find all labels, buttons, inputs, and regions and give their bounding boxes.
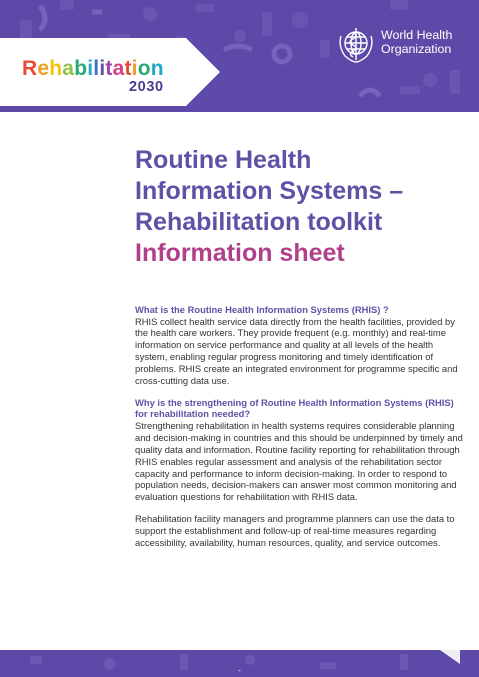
who-logo-text (381, 28, 452, 56)
footer-banner (0, 650, 479, 677)
logo-letter: h (49, 57, 63, 80)
rehabilitation-2030-logo-year: 2030 (129, 79, 164, 95)
rehabilitation-2030-logo (22, 58, 164, 79)
section-text-why-strengthen: Strengthening rehabilitation in health systems requires considerable planning and decision-making in countries and this should be underpinned by timely and quality data and information. Routine facility reporting for rehabilitation through RHIS enables regular assessment and analysis of the rehabilitation sector capacity and performance to inform decision-making. In order to respond to population needs, decision-makers can answer most common monitoring and evaluation questions for rehabilitation with RHIS data. (135, 419, 463, 503)
spacer (135, 387, 465, 397)
section-heading-why-strengthen: Why is the strengthening of Routine Health Information Systems (RHIS) for rehabilitation needed? (135, 396, 454, 420)
logo-letter: i (131, 57, 138, 80)
logo-letter: R (22, 57, 38, 80)
document-title (135, 145, 465, 269)
section-text-what-is-rhis: RHIS collect health service data directly from the health facilities, provided by the health care workers. They provide frequent (e.g. monthly) and real-time information on service performance and quality at all levels of the health system, enabling regular progress monitoring and timely identification of problems. RHIS create an integrated environment for programme specific and cross-cutting data use. (135, 315, 458, 387)
section-text-facility-managers: Rehabilitation facility managers and programme planners can use the data to support the establishment and follow-up of real-time measures regarding accessibility, availability, human resources, quality, and service outcomes. (135, 513, 455, 549)
page-number: - (238, 666, 241, 675)
logo-letter: i (87, 57, 94, 80)
logo-letter: e (37, 57, 50, 80)
document-body (135, 304, 465, 549)
logo-letter: b (74, 57, 88, 80)
logo-letter: n (150, 57, 164, 80)
header-banner (0, 0, 479, 112)
logo-letter: l (93, 57, 100, 80)
logo-letter: a (62, 57, 75, 80)
logo-letter: i (99, 57, 106, 80)
header-arrow-panel (0, 0, 479, 112)
spacer (135, 503, 465, 513)
title-line-3: Rehabilitation toolkit (135, 208, 383, 236)
section-heading-what-is-rhis: What is the Routine Health Information Systems (RHIS) ? (135, 304, 389, 315)
who-emblem-icon (336, 24, 376, 64)
logo-letter: a (112, 57, 125, 80)
logo-letter: o (137, 57, 151, 80)
logo-letter: t (124, 57, 132, 80)
who-name-line1: World Health (381, 28, 453, 42)
logo-letter: t (105, 57, 113, 80)
document-subtitle: Information sheet (135, 239, 345, 267)
title-line-2: Information Systems – (135, 177, 404, 205)
title-line-1: Routine Health (135, 146, 312, 174)
who-name-line2: Organization (381, 42, 452, 56)
